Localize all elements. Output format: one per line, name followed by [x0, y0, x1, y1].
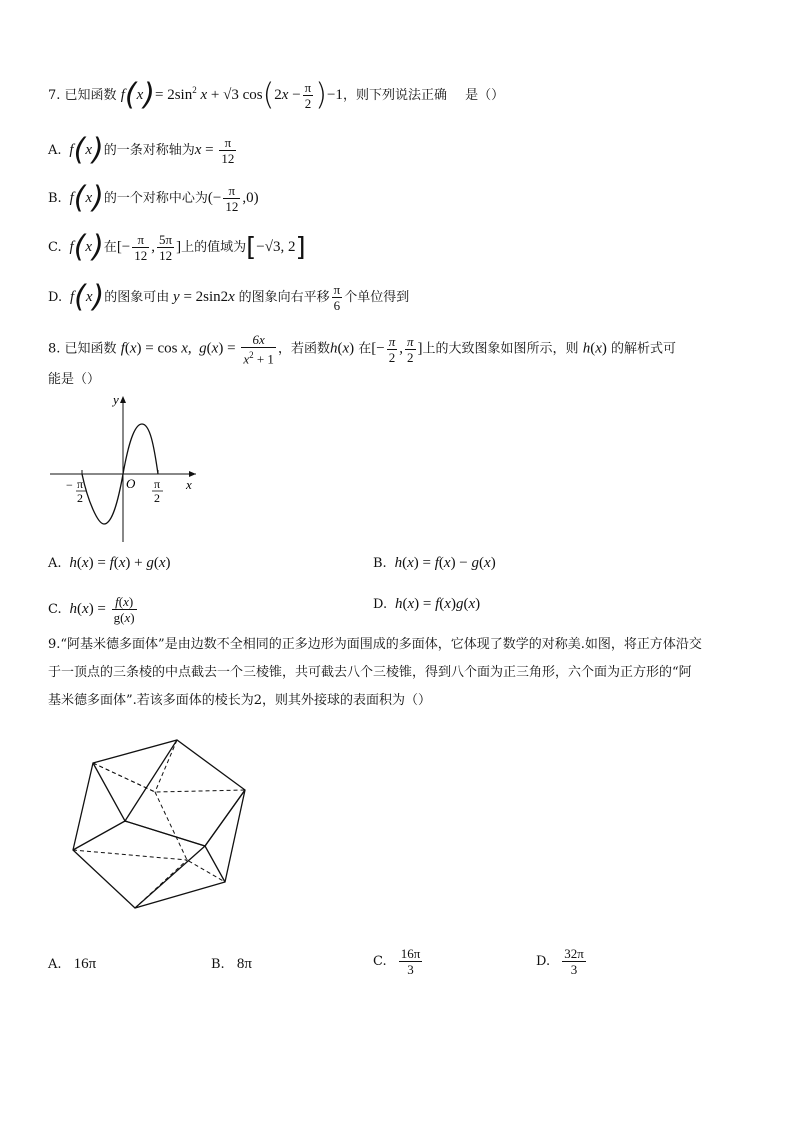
svg-text:2: 2: [77, 491, 83, 505]
q9-option-d-num: 32π: [564, 946, 584, 961]
q8-option-a[interactable]: A. h(x) = f(x) + g(x): [48, 555, 171, 571]
q8-graph: [46, 392, 206, 547]
q9-cuboctahedron-figure: [55, 730, 260, 925]
q7-option-d[interactable]: D. f(x)的图象可由 y = 2sin2x 的图象向右平移 $\frac{\pi}{6}$ 个单位得到: [48, 279, 410, 315]
option-label: B.: [373, 556, 387, 571]
option-label: A.: [48, 556, 62, 571]
q9-option-d-den: 3: [570, 962, 578, 977]
option-label: D.: [48, 290, 63, 305]
pos-half-pi-label: [152, 477, 163, 505]
q7-option-a[interactable]: A. f(x)的一条对称轴为x = $\frac{\pi}{12}$: [48, 132, 235, 168]
neg-half-pi-label: [66, 477, 86, 505]
q8-stem-line2: 能是（）: [48, 372, 101, 387]
q9-option-c[interactable]: [373, 946, 424, 977]
q7-number: 7.: [48, 88, 61, 103]
svg-text:π: π: [154, 477, 161, 491]
option-label: C.: [373, 954, 387, 969]
option-label: C.: [48, 602, 62, 617]
q7-option-d-text3: 个单位得到: [344, 290, 410, 305]
option-label: B.: [48, 191, 62, 206]
option-label: B.: [211, 957, 225, 972]
q8-option-b[interactable]: B. h(x) = f(x) − g(x): [373, 555, 496, 571]
y-label: y: [113, 392, 119, 407]
option-label: D.: [536, 954, 551, 969]
svg-text:−: −: [66, 478, 73, 492]
option-label: C.: [48, 240, 62, 255]
q7-tail2: 是（）: [465, 88, 505, 103]
q7-intro: 已知函数: [64, 88, 117, 103]
q7-option-d-text1: 的图象可由: [104, 290, 170, 305]
q9-stem-line3: 基米德多面体”.若该多面体的棱长为2，则其外接球的表面积为（）: [48, 693, 432, 708]
q9-option-d[interactable]: [536, 946, 588, 977]
q8-intro: 已知函数: [64, 341, 117, 357]
q9-stem-line1: 9.“阿基米德多面体”是由边数不全相同的正多边形为面围成的多面体，它体现了数学的对称美.如图，将正方体沿交: [48, 637, 702, 652]
q7-option-a-text: 的一条对称轴为: [103, 143, 195, 158]
q9-option-a[interactable]: [48, 954, 96, 975]
q8-mid2: 在: [358, 341, 372, 357]
q9-option-c-num: 16π: [400, 946, 421, 961]
q8-tail: 上的大致图象如图所示，则: [422, 341, 579, 357]
hidden-edges: [73, 740, 245, 908]
q7-option-c-text1: 在: [103, 240, 117, 255]
y-axis-arrow-icon: [120, 396, 126, 403]
q8-mid: ，若函数: [277, 341, 330, 357]
q7-function-def: f(x): [120, 77, 155, 113]
q9-option-b-value: 8π: [236, 956, 252, 972]
q8-tail2: 的解析式可: [611, 341, 677, 357]
q7-option-c-text2: 上的值域为: [181, 240, 247, 255]
svg-text:π: π: [77, 477, 84, 491]
q8-number: 8.: [48, 341, 61, 357]
q9-option-b[interactable]: [211, 954, 252, 975]
q8-option-c[interactable]: C. h(x) = $\frac{f(x)}{g(x)}$: [48, 594, 135, 625]
svg-text:2: 2: [154, 491, 160, 505]
q9-option-c-den: 3: [407, 962, 414, 977]
option-label: D.: [373, 597, 388, 612]
q7-option-d-text2: 的图象向右平移: [238, 290, 330, 305]
q9-stem-line2: 于一顶点的三条棱的中点截去一个三棱锥，共可截去八个三棱锥，得到八个面为正三角形，六个面为正方形的“阿: [48, 665, 692, 680]
visible-edges: [73, 740, 245, 908]
q8-stem: 8. 已知函数 f(x) = cos x, g(x) = $\frac{6x}{x^2 + 1}$ ，若函数h(x) 在[− $\frac{\pi}{2}$ , $\frac{\pi}{2}$ ]上的大致图象如图所示，则 h(x) 的解析式可: [48, 332, 677, 367]
q7-tail: ，则下列说法正确: [342, 88, 447, 103]
q7-option-c[interactable]: C. f(x)在[− $\frac{\pi}{12}$ , $\frac{5\pi}{12}$ ]上的值域为[−√3, 2]: [48, 229, 306, 265]
origin-label: O: [126, 476, 136, 491]
option-label: A.: [48, 957, 62, 972]
q7-option-b[interactable]: B. f(x)的一个对称中心为(− $\frac{\pi}{12}$ ,0): [48, 180, 259, 216]
q8-option-d[interactable]: D. h(x) = f(x)g(x): [373, 596, 481, 612]
q7-stem: 7. 已知函数 $f(x)= 2\sin^2$ x + √3 cos(2x − $\frac{\pi}{2}$ )−1，则下列说法正确 是（）: [48, 77, 505, 113]
option-label: A.: [48, 143, 62, 158]
x-label: x: [186, 477, 192, 492]
q9-option-a-value: 16π: [73, 956, 97, 972]
q7-option-b-text: 的一个对称中心为: [103, 191, 208, 206]
